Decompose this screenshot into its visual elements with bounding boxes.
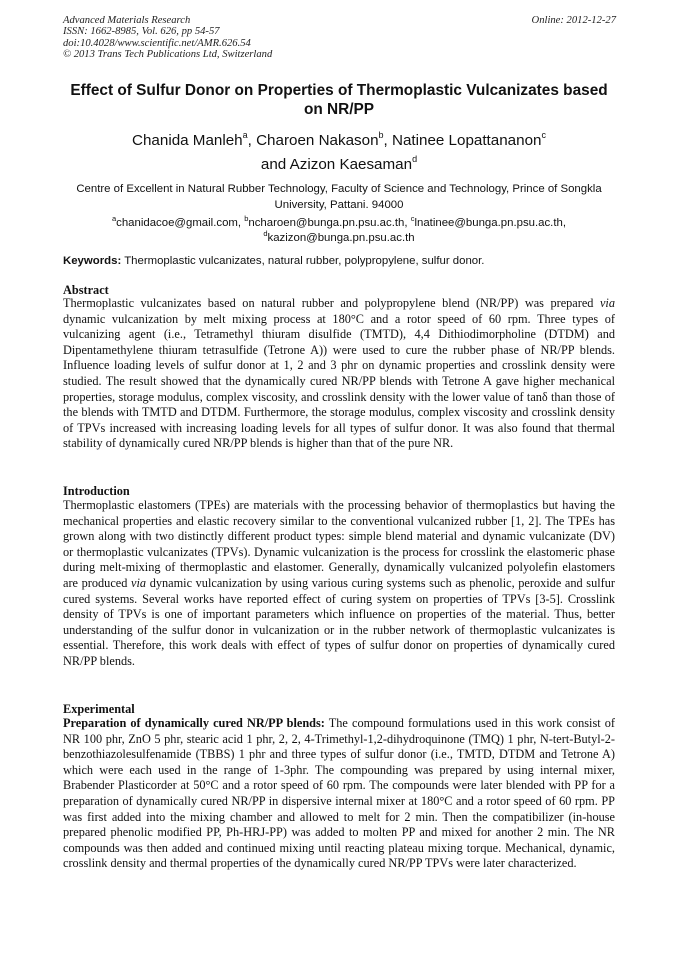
abstract-heading: Abstract — [63, 283, 109, 297]
introduction-part: dynamic vulcanization by using various curing systems such as phenolic, peroxide and sulfur cured systems. Several works have reported effect of curing system on properties of TPVs [3-5]. Crosslink density of TPVs is one of important parameters which influence on properties of the material. Thus, better understanding of the sulfur donor in vulcanization or in the rubber network of thermoplastic vulcanizates is essential. Therefore, this work deals with effect of types of sulfur donor on properties of dynamically cured NR/PP blends. — [63, 575, 615, 668]
abstract-italic: via — [599, 296, 615, 310]
abstract-part: dynamic vulcanization by melt mixing process at 180°C and a rotor speed of 60 rpm. Three types of vulcanizing agent (i.e., Tetramethyl thiuram disulfide (TMTD), 4,4 Dithiodimorpholine (DTDM) and Dipentamethylene thiuram tetrasulfide (Tetrone A)) were used to cure the rubber phase of NR/PP blends. Influence loading levels of sulfur donor at 1, 2 and 3 phr on dynamic properties and crosslink density were studied. The result showed that the dynamically cured NR/PP blends with Tetrone A gave higher mechanical properties, storage modulus, complex viscosity, and crosslink density with the lower value of tanδ than those of the blends with TMTD and DTDM. Furthermore, the storage modulus, complex viscosity and crosslink density of TPVs increased with increasing loading levels for all types of sulfur donor. It was also found that thermal stability of dynamically cured NR/PP blends is higher than that of the pure NR. — [63, 311, 615, 451]
experimental-subheading: Preparation of dynamically cured NR/PP blends: — [63, 716, 325, 730]
keywords — [63, 254, 617, 269]
author-superscript: c — [541, 130, 546, 140]
paper-title: Effect of Sulfur Donor on Properties of Thermoplastic Vulcanizates based on NR/PP — [70, 82, 608, 118]
introduction-italic: via — [131, 575, 147, 590]
online-date: Online: 2012-12-27 — [531, 15, 616, 26]
copyright: © 2013 Trans Tech Publications Ltd, Switzerland — [63, 49, 273, 61]
author-name: Azizon Kaesaman — [289, 156, 413, 173]
affiliation: Centre of Excellent in Natural Rubber Technology, Faculty of Science and Technology, Prince of Songkla University, Pattani. 94000 — [76, 183, 602, 211]
keywords-text: Thermoplastic vulcanizates, natural rubber, polypropylene, sulfur donor. — [121, 255, 485, 267]
keywords-label: Keywords: — [63, 255, 122, 267]
email-superscript: d — [263, 229, 268, 238]
journal-header — [63, 15, 272, 61]
email-link[interactable]: ncharoen@bunga.pn.psu.ac.th — [248, 217, 405, 229]
doi: doi:10.4028/www.scientific.net/AMR.626.54 — [63, 37, 251, 49]
author-conjunction: and — [260, 156, 290, 173]
introduction-text — [63, 498, 615, 670]
author-emails: $^a$chanidacoe@gmail.com, $^b$ncharoen@bunga.pn.psu.ac.th, $^c$lnatinee@bunga.pn.psu.ac.th, $^d$kazizon@bunga.pn.psu.ac.th — [111, 214, 567, 244]
author-name: Charoen Nakason — [256, 132, 379, 149]
email-link[interactable]: chanidacoe@gmail.com — [116, 217, 238, 229]
email-link[interactable]: kazizon@bunga.pn.psu.ac.th — [267, 232, 415, 244]
journal-name: Advanced Materials Research — [63, 15, 191, 26]
email-superscript: a — [111, 214, 117, 223]
experimental-body: The compound formulations used in this work consist of NR 100 phr, ZnO 5 phr, stearic acid 1 phr, 2, 2, 4-Trimethyl-1,2-dihydroquinone (TMQ) 1 phr, N-tert-Butyl-2-benzothiazolesulfenamide (TBBS) 1 phr and three types of sulfur donor (i.e., TMTD, DTDM and Tetrone A) which were each used in the range of 1-3phr. The compounding was prepared by using internal mixer, Brabender Plasticorder at 50°C and a rotor speed of 60 rpm. The compounds were later blended with PP for a preparation of dynamically cured NR/PP in dispersive internal mixer at 180°C and a rotor speed of 60 rpm. PP was first added into the mixing chamber and allowed to melt for 2 min. Then the compatibilizer (in-house prepared phenolic modified PP, Ph-HRJ-PP) was added to molten PP and mixed for another 2 min. The NR compounds was then added and continued mixing until reacting plateau mixing torque. Mechanical, dynamic, crosslink density and thermal properties of the dynamically cured NR/PP TPVs were later characterized. — [63, 716, 615, 871]
author-superscript: a — [242, 130, 248, 140]
author-name: Chanida Manleh — [132, 132, 243, 149]
email-link[interactable]: lnatinee@bunga.pn.psu.ac.th — [414, 217, 563, 229]
experimental-text — [63, 716, 615, 872]
introduction-part: Thermoplastic elastomers (TPEs) are materials with the processing behavior of thermoplastics but having the mechanical properties and elastic recovery similar to the conventional vulcanized rubber [1, 2]. The TPEs has grown along with two distinctly different product types: simple blend material and dynamic vulcanizate (DV) or thermoplastic vulcanizates (TPVs). Dynamic vulcanization is the process for crosslink the elastomeric phase during melt-mixing of thermoplastic and elastomer. Generally, dynamically vulcanized polyolefin elastomers are produced — [63, 498, 615, 590]
experimental-heading: Experimental — [63, 702, 135, 716]
issn: ISSN: 1662-8985, Vol. 626, pp 54-57 — [63, 26, 220, 38]
author-superscript: d — [412, 154, 418, 164]
author-separator: , — [247, 132, 257, 149]
email-superscript: b — [244, 214, 249, 223]
author-list — [70, 129, 608, 177]
introduction-heading: Introduction — [63, 484, 130, 498]
abstract-part: Thermoplastic vulcanizates based on natural rubber and polypropylene blend (NR/PP) was prepared — [63, 296, 600, 310]
abstract-text — [63, 296, 615, 452]
author-superscript: b — [378, 130, 384, 140]
email-superscript: c — [410, 214, 415, 223]
author-name: Natinee Lopattananon — [391, 132, 542, 149]
author-separator: , — [383, 132, 392, 149]
